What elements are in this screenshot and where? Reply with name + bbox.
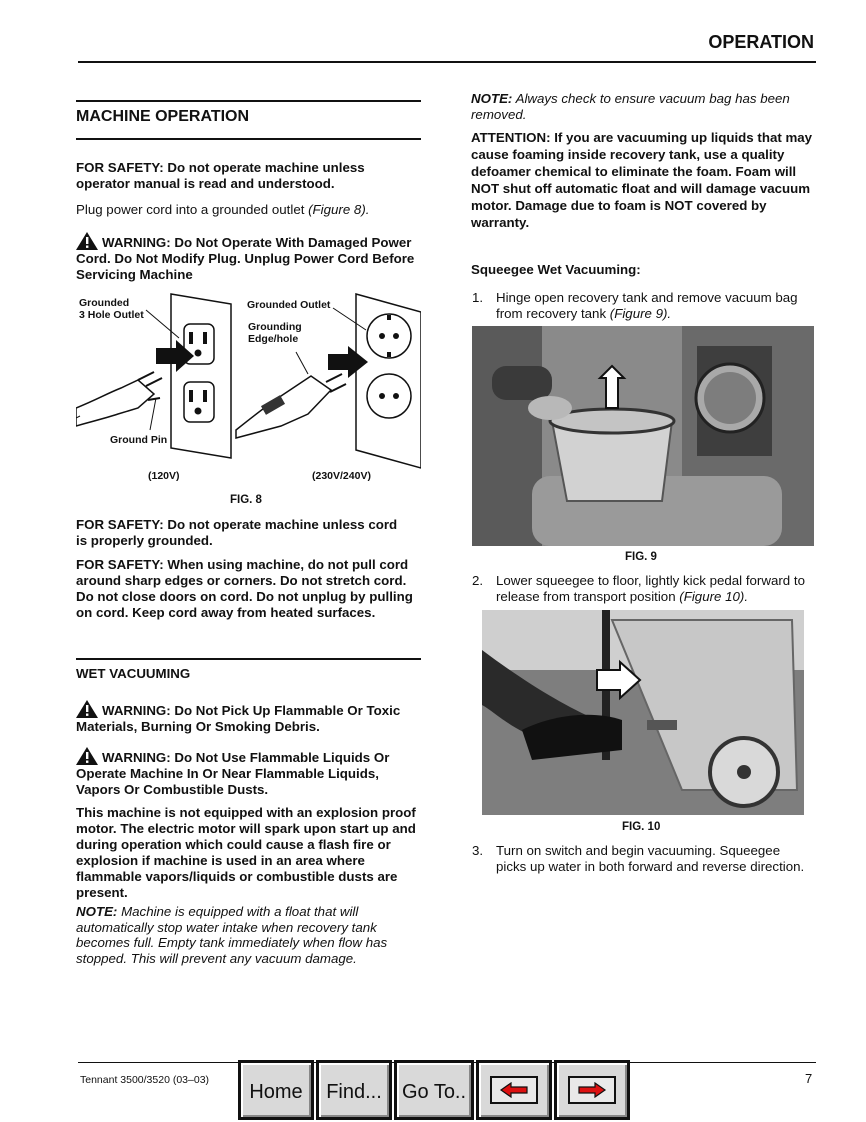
step-2-instruction: Lower squeegee to floor, lightly kick pedal forward to release from transport position [496, 573, 805, 604]
label-ground-pin: Ground Pin [110, 434, 168, 446]
fig-8-caption: FIG. 8 [230, 494, 262, 506]
squeegee-heading: Squeegee Wet Vacuuming: [471, 262, 641, 277]
plug-instruction-text: Plug power cord into a grounded outlet [76, 202, 309, 217]
figure-10-photo [482, 610, 804, 815]
previous-page-button[interactable] [476, 1060, 552, 1120]
fig-10-caption: FIG. 10 [622, 821, 661, 833]
next-page-button[interactable] [554, 1060, 630, 1120]
find-button[interactable] [316, 1060, 392, 1120]
wet-vacuuming-heading: WET VACUUMING [76, 666, 191, 681]
plug-instruction [76, 202, 421, 218]
step-3-number: 3. [472, 843, 484, 858]
safety-notice-cord: FOR SAFETY: When using machine, do not pull cord around sharp edges or corners. Do not stretch cord. Do not close doors on cord. Do not unplug by pulling on cord. Keep cord away from heated surfaces. [76, 557, 413, 620]
warning-flammable-liquids [76, 747, 421, 798]
attention-foam: ATTENTION: If you are vacuuming up liquids that may cause foaming inside recovery tank, use a quality defoamer chemical to eliminate the foam. Foam will NOT shut off automatic float and will damage vacuum motor. Damage due to foam is NOT covered by warranty. [471, 130, 813, 230]
footer-model: Tennant 3500/3520 (03–03) [80, 1074, 210, 1086]
squeegee-pedal-photo [482, 610, 804, 815]
rule-machine-operation-top [76, 100, 421, 102]
step-1-figure-ref: (Figure 9). [609, 306, 672, 321]
step-2-number: 2. [472, 573, 484, 588]
warning-flammable-debris-text: WARNING: Do Not Pick Up Flammable Or Toxic Materials, Burning Or Smoking Debris. [76, 703, 401, 734]
note-label: NOTE: [471, 91, 513, 106]
label-grounded-3-hole: Grounded 3 Hole Outlet [79, 297, 144, 321]
home-button-label: Home [249, 1080, 303, 1103]
step-1-instruction: Hinge open recovery tank and remove vacuum bag from recovery tank [496, 290, 798, 321]
warning-triangle-icon [76, 232, 98, 250]
label-grounding-edge: Grounding Edge/hole [248, 321, 302, 345]
goto-button-label: Go To.. [401, 1080, 467, 1103]
arrow-right-icon [568, 1076, 616, 1104]
step-1-text [496, 290, 811, 322]
vacuum-bag-note-text: Always check to ensure vacuum bag has been removed. [471, 91, 790, 122]
float-note-text: Machine is equipped with a float that will automatically stop water intake when recovery tank becomes full. Empty tank immediately when flow has stopped. This will prevent any vacuum damage. [76, 904, 388, 966]
step-3-text: Turn on switch and begin vacuuming. Squeegee picks up water in both forward and reverse direction. [496, 843, 805, 874]
arrow-left-icon [490, 1076, 538, 1104]
find-button-label: Find... [326, 1080, 382, 1103]
machine-operation-heading: MACHINE OPERATION [76, 108, 250, 125]
plug-figure-ref: (Figure 8). [308, 202, 370, 217]
safety-notice-grounded: FOR SAFETY: Do not operate machine unless cord is properly grounded. [76, 517, 398, 548]
warning-triangle-icon [76, 700, 98, 718]
safety-notice-manual: FOR SAFETY: Do not operate machine unless operator manual is read and understood. [76, 160, 365, 191]
label-120v: (120V) [148, 470, 180, 482]
recovery-tank-photo [472, 326, 814, 546]
explosion-proof-notice: This machine is not equipped with an explosion proof motor. The electric motor will spark upon start up and during operation which could cause a flash fire or explosion if machine is used in an area where flammable vapors/liquids or combustible dusts are present. [76, 805, 416, 900]
step-2-text [496, 573, 816, 605]
step-1-number: 1. [472, 290, 484, 305]
page-number: 7 [805, 1071, 813, 1086]
rule-machine-operation-bottom [76, 138, 421, 140]
home-button[interactable] [238, 1060, 314, 1120]
warning-damaged-cord [76, 232, 416, 283]
figure-9-photo [472, 326, 814, 546]
header-rule [78, 61, 816, 63]
rule-wet-vacuuming [76, 658, 421, 660]
section-title: OPERATION [708, 32, 814, 52]
warning-flammable-debris [76, 700, 421, 735]
warning-triangle-icon [76, 747, 98, 765]
vacuum-bag-note [471, 91, 801, 122]
note-label: NOTE: [76, 904, 118, 919]
label-grounded-outlet: Grounded Outlet [247, 299, 331, 311]
fig-9-caption: FIG. 9 [625, 551, 657, 563]
step-2-figure-ref: (Figure 10). [679, 589, 749, 604]
warning-flammable-liquids-text: WARNING: Do Not Use Flammable Liquids Or Operate Machine In Or Near Flammable Liquids, Vapors Or Combustible Dusts. [76, 750, 390, 797]
float-note [76, 904, 416, 966]
goto-button[interactable] [394, 1060, 474, 1120]
label-230v: (230V/240V) [312, 470, 371, 482]
warning-damaged-cord-text: WARNING: Do Not Operate With Damaged Power Cord. Do Not Modify Plug. Unplug Power Cord Before Servicing Machine [76, 235, 415, 282]
